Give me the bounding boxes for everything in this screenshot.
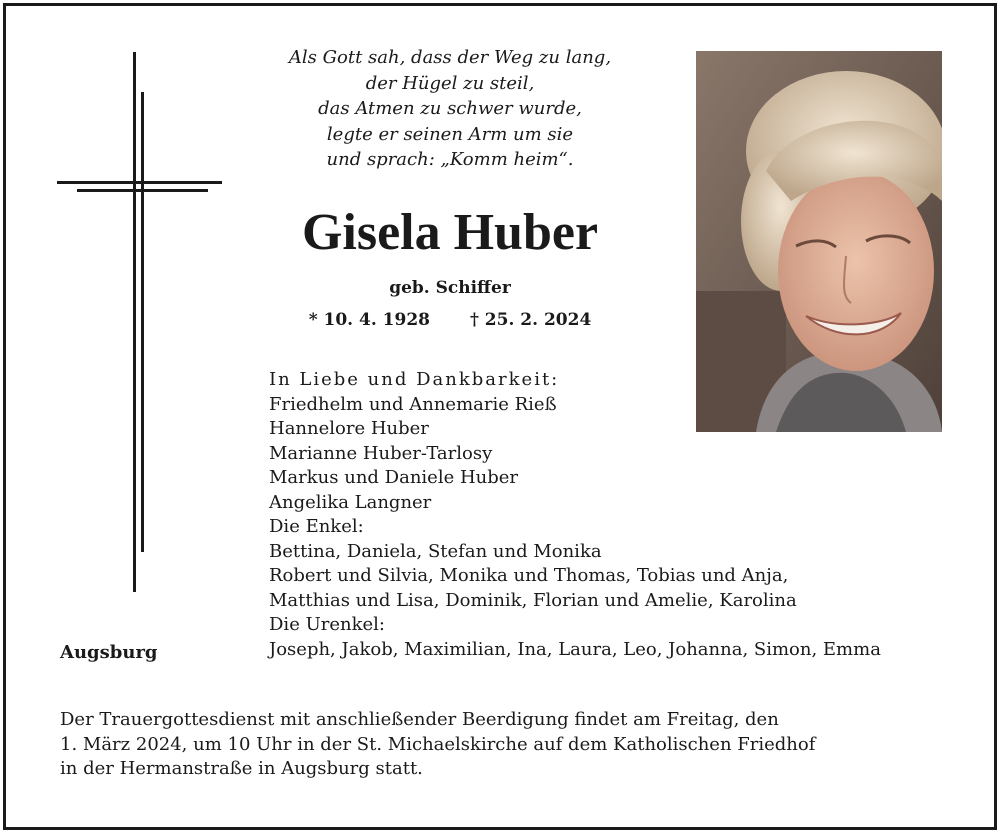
poem-line: Als Gott sah, dass der Weg zu lang, [288,47,612,68]
mourner-line: Joseph, Jakob, Maximilian, Ina, Laura, Leo, Johanna, Simon, Emma [269,638,881,660]
poem-line: das Atmen zu schwer wurde, [318,98,582,119]
service-line: in der Hermanstraße in Augsburg statt. [60,758,423,779]
poem-line: und sprach: „Komm heim“. [326,149,574,170]
mourner-line: Die Urenkel: [269,614,385,635]
mourner-line: Die Enkel: [269,516,364,537]
mourner-line: Angelika Langner [269,491,432,513]
service-info [60,708,815,782]
mourner-line: Markus und Daniele Huber [269,467,519,488]
mourner-line: Bettina, Daniela, Stefan und Monika [269,540,602,562]
birth-name: geb. Schiffer [389,278,511,298]
cross-horizontal-bar-inner [77,189,208,192]
poem-line: legte er seinen Arm um sie [326,123,574,145]
mourner-line: Friedhelm und Annemarie Rieß [269,393,557,415]
death-date: † 25. 2. 2024 [470,310,592,330]
mourner-line: Marianne Huber-Tarlosy [269,442,493,464]
mourner-line: Hannelore Huber [269,418,429,439]
mourners-heading: In Liebe und Dankbarkeit: [269,369,560,390]
cross-horizontal-bar [57,181,222,184]
birth-date: * 10. 4. 1928 [308,310,430,330]
deceased-name: Gisela Huber [301,204,599,261]
mourner-line: Matthias und Lisa, Dominik, Florian und Amelie, Karolina [269,589,797,611]
cross-vertical-bar-inner [141,92,144,552]
poem [250,45,650,173]
service-line: Der Trauergottesdienst mit anschließender Beerdigung findet am Freitag, den [60,709,779,730]
mourners-list [269,368,881,662]
life-dates [250,308,650,332]
place-name: Augsburg [60,642,158,663]
cross-vertical-bar [133,52,136,592]
service-line: 1. März 2024, um 10 Uhr in der St. Michaelskirche auf dem Katholischen Friedhof [60,733,816,755]
mourner-line: Robert und Silvia, Monika und Thomas, Tobias und Anja, [269,565,789,586]
poem-line: der Hügel zu steil, [365,72,535,94]
